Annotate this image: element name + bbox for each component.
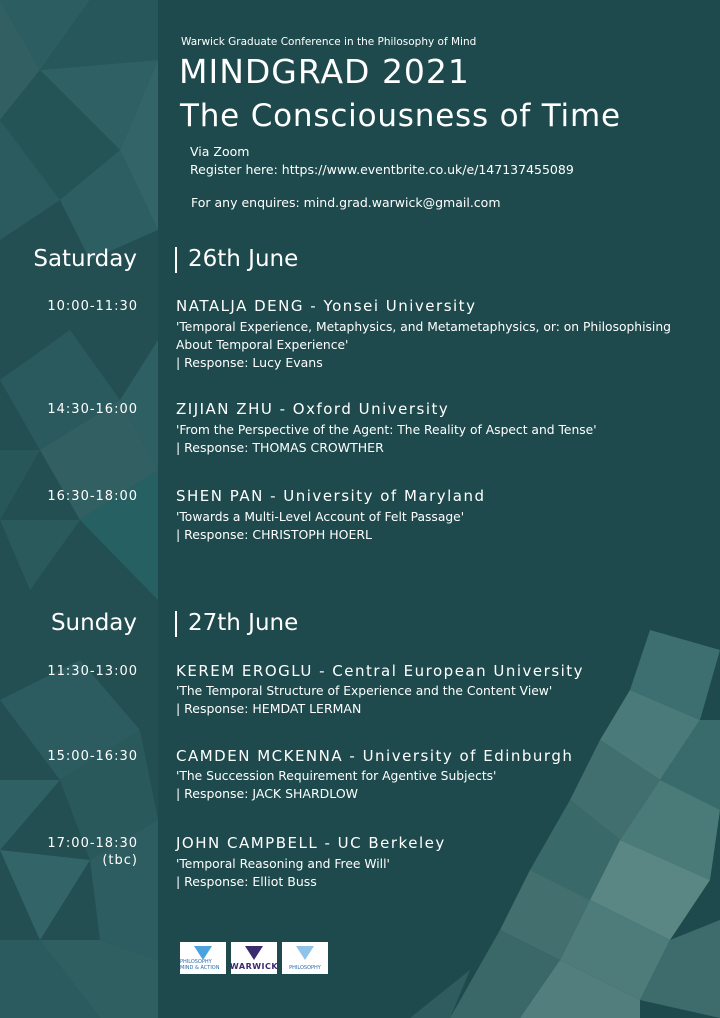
- session-response: | Response: CHRISTOPH HOERL: [176, 527, 373, 542]
- session-response: | Response: JACK SHARDLOW: [176, 786, 359, 801]
- session-talk: 'Temporal Experience, Metaphysics, and Metametaphysics, or: on Philosophising About Temporal Experience': [176, 320, 671, 352]
- warwick-logo: [231, 942, 277, 974]
- event-title: MINDGRAD 2021: [179, 52, 470, 91]
- conference-name: Warwick Graduate Conference in the Philosophy of Mind: [181, 36, 477, 48]
- register-link[interactable]: Register here: https://www.eventbrite.co.uk/e/147137455089: [190, 162, 574, 177]
- session-speaker: JOHN CAMPBELL - UC Berkeley: [176, 834, 446, 852]
- session-talk: 'The Succession Requirement for Agentive Subjects': [176, 769, 497, 783]
- philosophy-mind-action-logo: [180, 942, 226, 974]
- event-subtitle: The Consciousness of Time: [180, 98, 621, 134]
- logo-text: PHILOSOPHY MIND & ACTION: [180, 959, 220, 971]
- day-divider: [175, 247, 177, 273]
- session-time: 14:30-16:00: [47, 402, 138, 417]
- session-talk: 'Temporal Reasoning and Free Will': [176, 857, 390, 871]
- date-sunday: 27th June: [188, 610, 299, 636]
- philosophy-logo: [282, 942, 328, 974]
- session-time: 11:30-13:00: [47, 664, 138, 679]
- session-speaker: CAMDEN MCKENNA - University of Edinburgh: [176, 747, 574, 765]
- logo-mark-icon: [194, 946, 212, 960]
- session-response: | Response: Lucy Evans: [176, 355, 323, 370]
- session-speaker: KEREM EROGLU - Central European University: [176, 662, 585, 680]
- date-saturday: 26th June: [188, 246, 299, 272]
- day-saturday: Saturday: [33, 246, 137, 272]
- session-time: 16:30-18:00: [47, 489, 138, 504]
- session-time: 10:00-11:30: [47, 299, 138, 314]
- session-talk: 'The Temporal Structure of Experience and the Content View': [176, 684, 553, 698]
- session-time: 15:00-16:30: [47, 749, 138, 764]
- session-response: | Response: HEMDAT LERMAN: [176, 701, 362, 716]
- session-talk: 'From the Perspective of the Agent: The Reality of Aspect and Tense': [176, 423, 597, 437]
- logo-mark-icon: [296, 946, 314, 960]
- enquiries-email[interactable]: For any enquires: mind.grad.warwick@gmail.com: [191, 195, 501, 210]
- session-speaker: NATALJA DENG - Yonsei University: [176, 297, 477, 315]
- logo-text: WARWICK: [229, 962, 279, 971]
- day-divider: [175, 611, 177, 637]
- session-speaker: SHEN PAN - University of Maryland: [176, 487, 486, 505]
- session-speaker: ZIJIAN ZHU - Oxford University: [176, 400, 450, 418]
- logo-mark-icon: [245, 946, 263, 960]
- sponsor-logos: [180, 942, 328, 974]
- session-response: | Response: THOMAS CROWTHER: [176, 440, 384, 455]
- logo-text: PHILOSOPHY: [289, 965, 321, 971]
- session-time: 17:00-18:30: [47, 836, 138, 851]
- session-time-note: (tbc): [102, 853, 138, 868]
- session-response: | Response: Elliot Buss: [176, 874, 317, 889]
- via-zoom: Via Zoom: [190, 144, 250, 159]
- session-talk: 'Towards a Multi-Level Account of Felt Passage': [176, 510, 465, 524]
- day-sunday: Sunday: [50, 610, 137, 636]
